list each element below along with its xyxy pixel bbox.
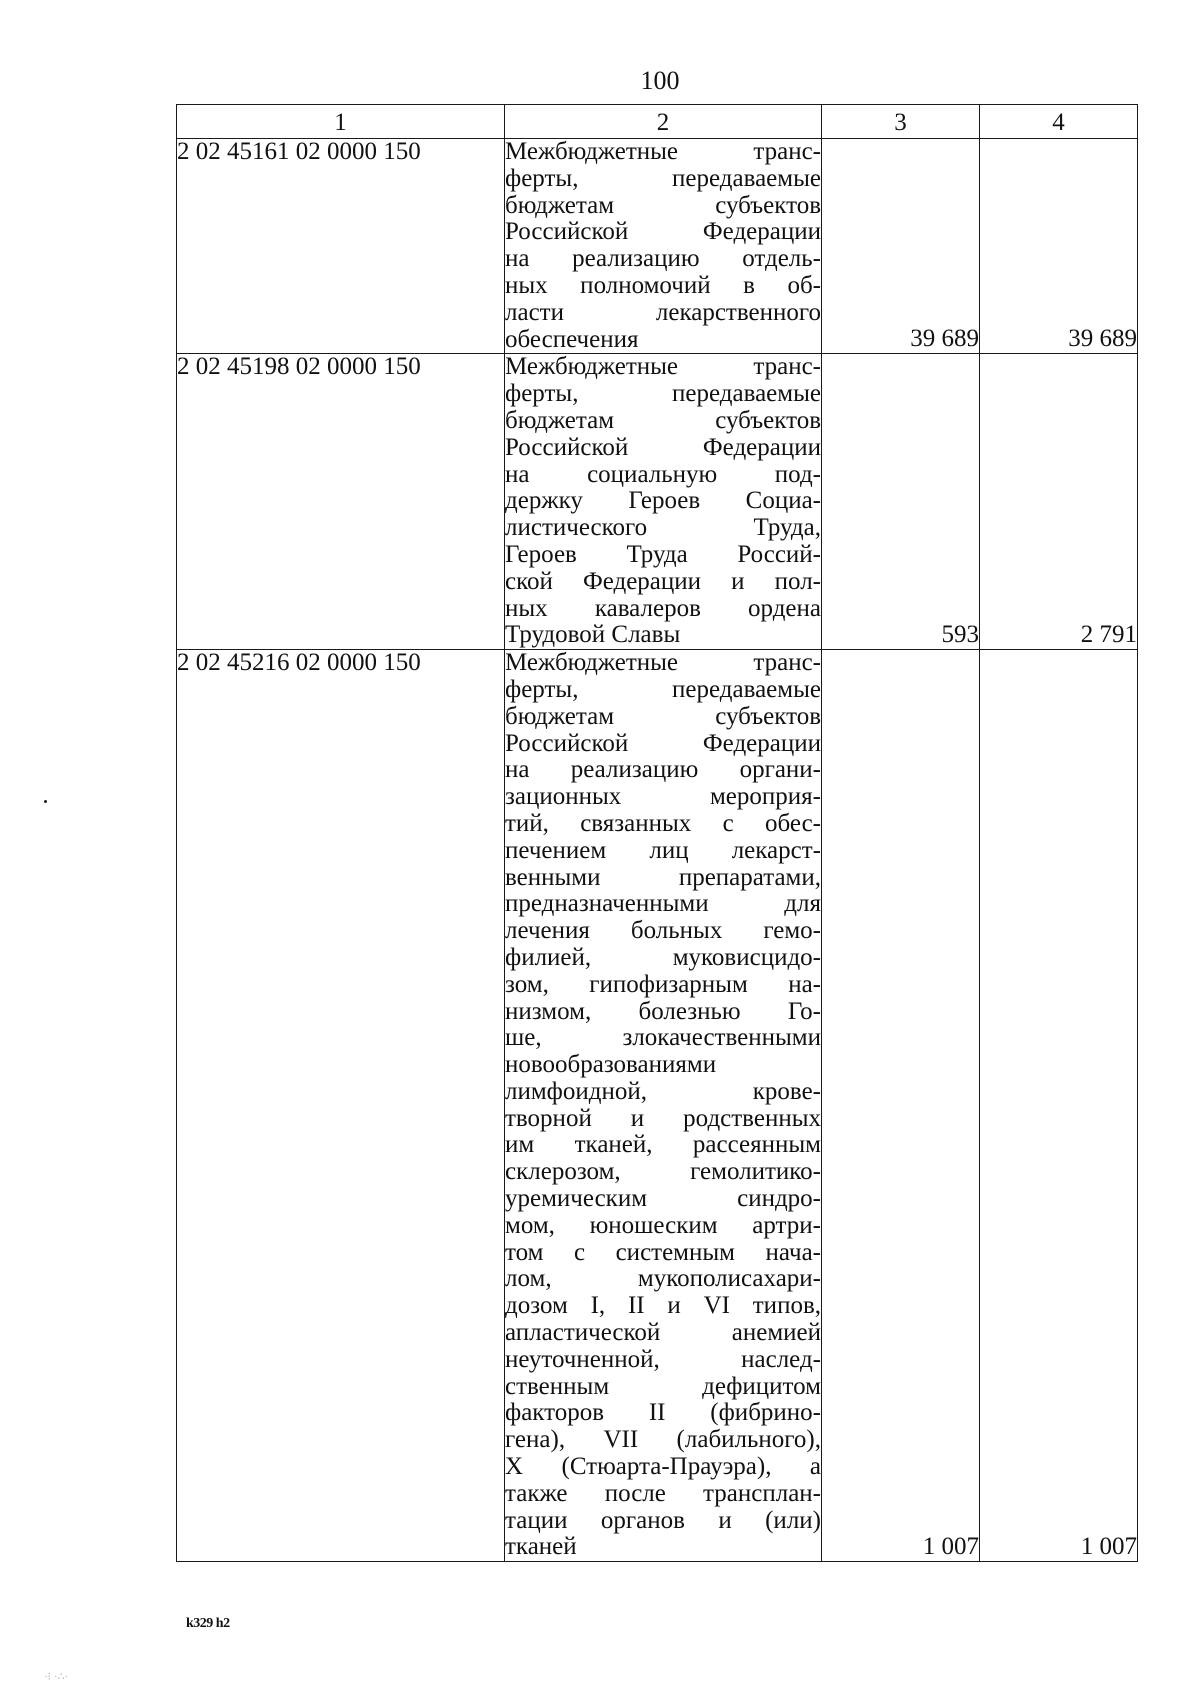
table-row: [177, 354, 1138, 650]
amount-col4-cell: 1 007: [980, 650, 1138, 1562]
description-cell: [505, 650, 822, 1562]
description-line: уремическим синдро-: [505, 1185, 821, 1213]
description-line: лимфоидной, крове-: [505, 1077, 821, 1105]
table-row: [177, 650, 1138, 1562]
scan-noise-mark: ·⁝ ·∴·: [44, 1671, 69, 1683]
amount-col4-cell: 39 689: [980, 139, 1138, 354]
description-line: печением лиц лекарст-: [505, 836, 821, 864]
description-line: тканей: [505, 1533, 577, 1561]
description-line: Героев Труда Россий-: [505, 540, 821, 568]
description-line: Межбюджетные транс-: [505, 649, 821, 677]
description-line: лом, мукополисахари-: [505, 1265, 821, 1293]
description-line: гена), VII (лабильного),: [505, 1426, 821, 1454]
budget-code-cell: 2 02 45161 02 0000 150: [177, 139, 505, 354]
description-line: ласти лекарственного: [505, 298, 821, 326]
description-line: факторов II (фибрино-: [505, 1399, 821, 1427]
description-line: ше, злокачественными: [505, 1024, 821, 1052]
description-line: также после трансплан-: [505, 1479, 821, 1507]
column-header-3: 3: [822, 105, 980, 139]
description-line: ферты, передаваемые: [505, 164, 821, 192]
column-header-1: 1: [177, 105, 505, 139]
description-line: Российской Федерации: [505, 729, 821, 757]
table-body: [177, 139, 1138, 1562]
budget-code-cell: 2 02 45216 02 0000 150: [177, 650, 505, 1562]
description-cell: [505, 354, 822, 650]
description-line: зационных мероприя-: [505, 783, 821, 811]
description-line: творной и родственных: [505, 1104, 821, 1132]
description-line: неуточненной, наслед-: [505, 1345, 821, 1373]
description-cell: [505, 139, 822, 354]
description-line: мом, юношеским артри-: [505, 1211, 821, 1239]
description-line: держку Героев Социа-: [505, 487, 821, 515]
amount-col4-cell: 2 791: [980, 354, 1138, 650]
description-line: ственным дефицитом: [505, 1372, 821, 1400]
description-line: Трудовой Славы: [505, 621, 681, 649]
description-line: склерозом, гемолитико-: [505, 1158, 821, 1186]
description-line: том с системным нача-: [505, 1238, 821, 1266]
description-line: им тканей, рассеянным: [505, 1131, 821, 1159]
description-line: дозом I, II и VI типов,: [505, 1292, 821, 1320]
description-line: бюджетам субъектов: [505, 191, 821, 219]
description-line: Российской Федерации: [505, 433, 821, 461]
amount-col3-cell: 1 007: [822, 650, 980, 1562]
description-line: бюджетам субъектов: [505, 702, 821, 730]
description-line: ской Федерации и пол-: [505, 567, 821, 595]
amount-col3-cell: 39 689: [822, 139, 980, 354]
description-line: зом, гипофизарным на-: [505, 970, 821, 998]
description-line: на реализацию отдель-: [505, 245, 821, 273]
table-row: [177, 139, 1138, 354]
description-line: апластической анемией: [505, 1319, 821, 1347]
page-number: 100: [640, 66, 680, 95]
budget-table: [176, 104, 1138, 1562]
description-line: Российской Федерации: [505, 218, 821, 246]
amount-col3-cell: 593: [822, 354, 980, 650]
description-line: листического Труда,: [505, 514, 821, 542]
description-line: ферты, передаваемые: [505, 675, 821, 703]
description-line: лечения больных гемо-: [505, 917, 821, 945]
description-line: предназначенными для: [505, 890, 821, 918]
description-line: тий, связанных с обес-: [505, 809, 821, 837]
scan-speck: [44, 800, 47, 803]
description-line: Межбюджетные транс-: [505, 138, 821, 165]
column-header-2: 2: [505, 105, 822, 139]
footer-document-code: k329 h2: [186, 1616, 230, 1631]
description-line: ных кавалеров ордена: [505, 594, 821, 622]
column-header-4: 4: [980, 105, 1138, 139]
description-line: тации органов и (или): [505, 1506, 821, 1534]
description-line: венными препаратами,: [505, 863, 821, 891]
header-row: [177, 105, 1138, 139]
description-line: обеспечения: [505, 325, 639, 353]
description-line: ных полномочий в об-: [505, 271, 821, 299]
description-line: новообразованиями: [505, 1051, 717, 1079]
description-line: бюджетам субъектов: [505, 406, 821, 434]
description-line: X (Стюарта-Прауэра), а: [505, 1453, 821, 1481]
description-line: Межбюджетные транс-: [505, 353, 821, 381]
description-line: филией, муковисцидо-: [505, 943, 821, 971]
description-line: низмом, болезнью Го-: [505, 997, 821, 1025]
description-line: на социальную под-: [505, 460, 821, 488]
table-header: [177, 105, 1138, 139]
description-line: ферты, передаваемые: [505, 380, 821, 408]
budget-code-cell: 2 02 45198 02 0000 150: [177, 354, 505, 650]
description-line: на реализацию органи-: [505, 756, 821, 784]
